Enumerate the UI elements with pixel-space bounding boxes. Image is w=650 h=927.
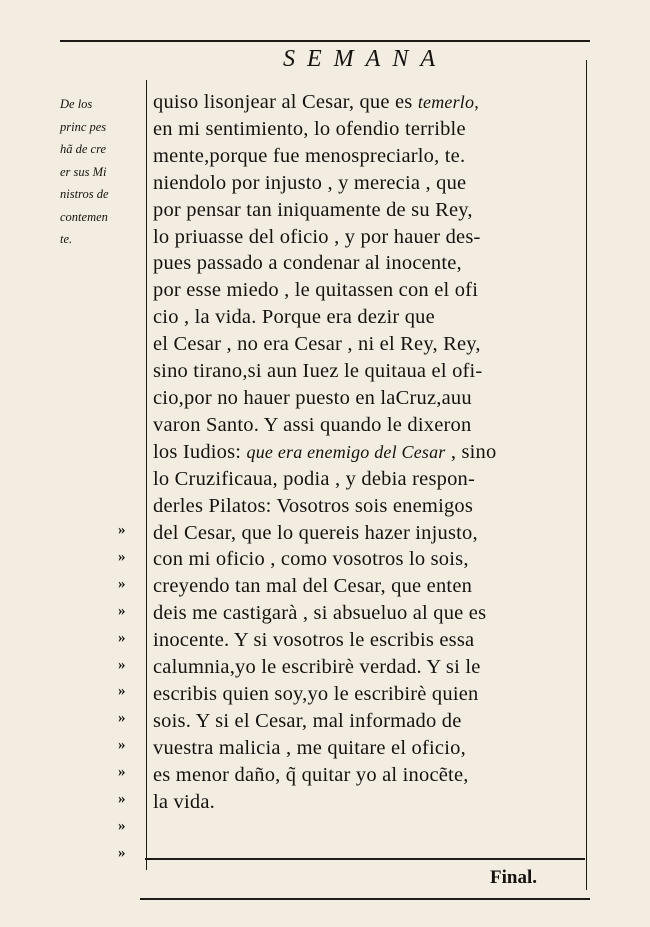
text-line xyxy=(153,412,588,439)
text-line xyxy=(153,89,588,116)
quote-marks-column xyxy=(118,517,142,867)
text-line-roman: el Cesar , no era Cesar , ni el Rey, Rey, xyxy=(153,333,481,356)
text-line xyxy=(153,277,588,304)
text-line-roman: del Cesar, que lo quereis hazer injusto, xyxy=(153,521,478,544)
margin-note-line: er sus Mi xyxy=(60,164,107,179)
text-line-roman: cio , la vida. Porque era dezir que xyxy=(153,306,435,329)
text-line-roman: sino tirano,si aun Iuez le quitaua el ofi- xyxy=(153,360,483,383)
text-line xyxy=(153,789,588,816)
margin-note-line: De los xyxy=(60,97,93,111)
quote-mark: » xyxy=(118,683,126,700)
text-line-roman: es menor daño, q̃ quitar yo al inocẽte, xyxy=(153,763,469,786)
left-column-rule xyxy=(146,80,147,870)
text-line xyxy=(153,520,588,547)
text-line xyxy=(153,331,588,358)
text-line-roman: niendolo por injusto , y merecia , que xyxy=(153,171,467,194)
text-line-roman: vuestra malicia , me quitare el oficio, xyxy=(153,736,466,759)
text-line-roman: cio,por no hauer puesto en laCruz,auu xyxy=(153,386,472,409)
text-line-roman: escribis quien soy,yo le escribirè quien xyxy=(153,682,479,705)
text-line-italic: que era enemigo del Cesar xyxy=(246,441,446,462)
text-line-roman: con mi oficio , como vosotros lo sois, xyxy=(153,548,469,571)
text-line xyxy=(153,735,588,762)
text-line xyxy=(153,681,588,708)
text-line-roman: derles Pilatos: Vosotros sois enemigos xyxy=(153,494,474,517)
quote-mark: » xyxy=(118,791,126,808)
quote-mark: » xyxy=(118,844,126,861)
text-line-roman: calumnia,yo le escribirè verdad. Y si le xyxy=(153,656,481,679)
text-line xyxy=(153,224,588,251)
text-line-roman: creyendo tan mal del Cesar, que enten xyxy=(153,575,473,598)
text-line xyxy=(153,600,588,627)
body-text xyxy=(153,89,588,815)
text-line-roman: varon Santo. Y assi quando le dixeron xyxy=(153,413,472,436)
text-line-roman: lo priuasse del oficio , y por hauer des- xyxy=(153,225,481,248)
quote-mark: » xyxy=(118,602,126,619)
margin-note-line: hã de cre xyxy=(60,142,107,156)
text-line-italic: temerlo, xyxy=(417,92,479,112)
text-line-roman: quiso lisonjear al Cesar, que es xyxy=(153,91,418,113)
quote-mark: » xyxy=(118,522,126,538)
text-line xyxy=(153,304,588,331)
text-line xyxy=(153,439,588,466)
quote-mark: » xyxy=(118,629,126,646)
text-line-roman: los Iudios: xyxy=(153,440,247,463)
margin-note-line: nistros de xyxy=(60,187,109,201)
margin-note-line: te. xyxy=(60,232,73,246)
text-line xyxy=(153,493,588,520)
text-line-roman: lo Cruzificaua, podia , y debia respon- xyxy=(153,467,476,490)
margin-note-line: princ pes xyxy=(60,119,107,134)
final-word: Final. xyxy=(490,867,537,888)
text-line xyxy=(153,573,588,600)
text-line xyxy=(153,385,588,412)
quote-mark: » xyxy=(118,575,126,592)
text-line xyxy=(153,762,588,789)
text-line xyxy=(153,143,588,170)
margin-note-line: contemen xyxy=(60,209,108,224)
text-line-roman: mente,porque fue menospreciarlo, te. xyxy=(153,144,466,167)
text-line xyxy=(153,197,588,224)
text-line-roman: sois. Y si el Cesar, mal informado de xyxy=(153,709,462,732)
quote-mark: » xyxy=(118,764,126,781)
text-line-roman: en mi sentimiento, lo ofendio terrible xyxy=(153,117,466,140)
text-line xyxy=(153,358,588,385)
text-line-roman-after: , sino xyxy=(445,440,497,463)
text-line xyxy=(153,116,588,143)
text-line-roman: deis me castigarà , si absueluo al que es xyxy=(153,602,487,625)
text-line xyxy=(153,654,588,681)
text-line xyxy=(153,627,588,654)
running-head: SEMANA xyxy=(283,46,447,72)
quote-mark: » xyxy=(118,710,126,727)
text-line xyxy=(153,546,588,573)
text-line-roman: inocente. Y si vosotros le escribis essa xyxy=(153,629,475,652)
margin-note xyxy=(60,93,144,251)
text-line-roman: pues passado a condenar al inocente, xyxy=(153,252,462,275)
quote-mark: » xyxy=(118,737,126,754)
quote-mark: » xyxy=(118,817,126,834)
quote-mark: » xyxy=(118,656,126,673)
text-line xyxy=(153,170,588,197)
quote-mark: » xyxy=(118,548,126,565)
text-line-roman: por esse miedo , le quitassen con el ofi xyxy=(153,279,479,302)
text-line xyxy=(153,708,588,735)
text-line xyxy=(153,250,588,277)
bottom-rule xyxy=(145,858,585,860)
text-line-roman: por pensar tan iniquamente de su Rey, xyxy=(153,198,473,221)
text-line-roman: la vida. xyxy=(153,790,215,813)
top-rule xyxy=(60,40,590,42)
footer-rule xyxy=(140,898,590,900)
text-line xyxy=(153,466,588,493)
